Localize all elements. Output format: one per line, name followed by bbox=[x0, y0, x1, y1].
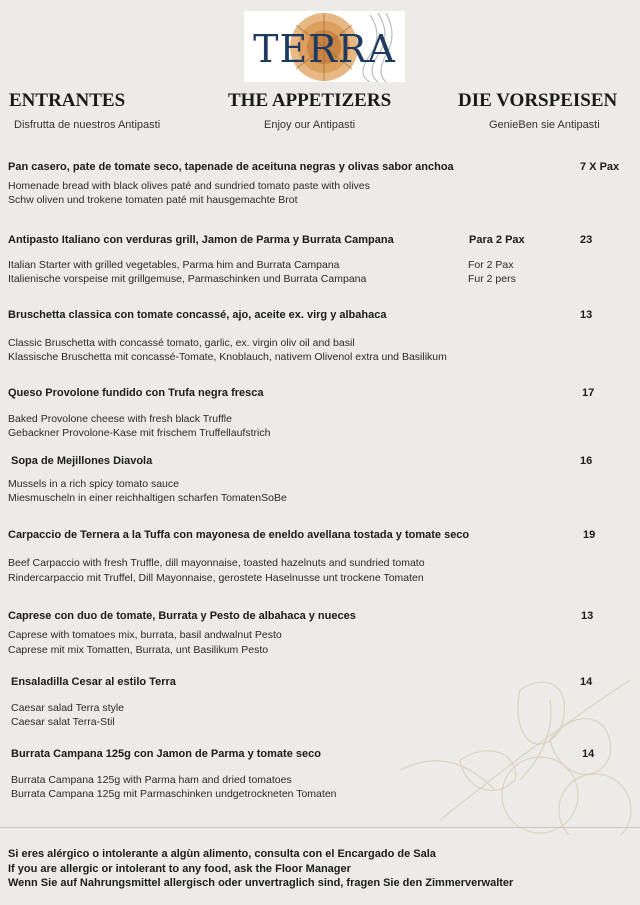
item-title: Caprese con duo de tomate, Burrata y Pesto de albahaca y nueces bbox=[8, 610, 356, 622]
item-description-de: Caprese mit mix Tomatten, Burrata, unt Basilikum Pesto bbox=[8, 644, 269, 656]
item-price: 19 bbox=[583, 529, 596, 541]
item-description-en: Homenade bread with black olives paté and sundried tomato paste with olives bbox=[8, 180, 370, 192]
subheading-appetizers: Enjoy our Antipasti bbox=[264, 119, 356, 131]
item-description-de: Miesmuscheln in einer reichhaltigen scharfen TomatenSoBe bbox=[8, 492, 287, 504]
item-price: 23 bbox=[580, 234, 593, 246]
heading-vorspeisen: DIE VORSPEISEN bbox=[458, 90, 618, 111]
item-title: Pan casero, pate de tomate seco, tapenade de aceituna negras y olivas sabor anchoa bbox=[8, 161, 454, 173]
item-title: Antipasto Italiano con verduras grill, Jamon de Parma y Burrata Campana bbox=[8, 234, 394, 246]
item-portion-en: For 2 Pax bbox=[468, 259, 514, 271]
brand-name: TERRA bbox=[253, 27, 396, 71]
botanical-illustration bbox=[400, 670, 640, 835]
item-title: Queso Provolone fundido con Trufa negra fresca bbox=[8, 387, 264, 399]
item-description-en: Beef Carpaccio with fresh Truffle, dill mayonnaise, toasted hazelnuts and sundried tomato bbox=[8, 557, 425, 569]
item-title: Burrata Campana 125g con Jamon de Parma y tomate seco bbox=[11, 748, 321, 760]
allergy-note-en: If you are allergic or intolerant to any food, ask the Floor Manager bbox=[8, 863, 351, 875]
item-description-en: Caesar salad Terra style bbox=[11, 702, 125, 714]
item-price: 14 bbox=[582, 748, 595, 760]
item-price: 7 X Pax bbox=[580, 161, 620, 173]
item-description-de: Caesar salat Terra-Stil bbox=[11, 716, 115, 728]
item-description-de: Rindercarpaccio mit Truffel, Dill Mayonnaise, gerostete Haselnusse unt trockene Tomaten bbox=[8, 572, 424, 584]
item-description-en: Mussels in a rich spicy tomato sauce bbox=[8, 478, 179, 490]
allergy-note-de: Wenn Sie auf Nahrungsmittel allergisch oder unvertraglich sind, fragen Sie den Zimmerverwalter bbox=[8, 877, 514, 889]
item-description-de: Italienische vorspeise mit grillgemuse, Parmaschinken und Burrata Campana bbox=[8, 273, 367, 285]
item-description-en: Baked Provolone cheese with fresh black Truffle bbox=[8, 413, 232, 425]
heading-entrantes: ENTRANTES bbox=[9, 90, 126, 111]
item-description-en: Italian Starter with grilled vegetables, Parma him and Burrata Campana bbox=[8, 259, 340, 271]
item-description-de: Klassische Bruschetta mit concassé-Tomate, Knoblauch, nativem Olivenol extra und Basilikum bbox=[8, 351, 447, 363]
subheading-entrantes: Disfrutta de nuestros Antipasti bbox=[14, 119, 161, 131]
item-description-de: Burrata Campana 125g mit Parmaschinken undgetrockneten Tomaten bbox=[11, 788, 337, 800]
item-title: Ensaladilla Cesar al estilo Terra bbox=[11, 676, 176, 688]
item-title: Carpaccio de Ternera a la Tuffa con mayonesa de eneldo avellana tostada y tomate seco bbox=[8, 529, 470, 541]
item-portion: Para 2 Pax bbox=[469, 234, 525, 246]
item-portion-de: Fur 2 pers bbox=[468, 273, 516, 285]
allergy-note-es: Si eres alérgico o intolerante a algùn alimento, consulta con el Encargado de Sala bbox=[8, 848, 436, 860]
item-description-de: Gebackner Provolone-Kase mit frischem Truffellaufstrich bbox=[8, 427, 271, 439]
item-description-de: Schw oliven und trokene tomaten paté mit hausgemachte Brot bbox=[8, 194, 298, 206]
item-price: 16 bbox=[580, 455, 593, 467]
item-title: Bruschetta classica con tomate concassé, ajo, aceite ex. virg y albahaca bbox=[8, 309, 387, 321]
item-title: Sopa de Mejillones Diavola bbox=[11, 455, 153, 467]
item-price: 14 bbox=[580, 676, 593, 688]
footer-divider bbox=[0, 827, 640, 828]
item-description-en: Classic Bruschetta with concassé tomato, garlic, ex. virgin oliv oil and basil bbox=[8, 337, 355, 349]
brand-logo bbox=[244, 11, 405, 82]
item-price: 13 bbox=[580, 309, 593, 321]
item-price: 13 bbox=[581, 610, 594, 622]
item-description-en: Caprese with tomatoes mix, burrata, basil andwalnut Pesto bbox=[8, 629, 282, 641]
subheading-vorspeisen: GenieBen sie Antipasti bbox=[489, 119, 600, 131]
item-description-en: Burrata Campana 125g with Parma ham and dried tomatoes bbox=[11, 774, 292, 786]
heading-appetizers: THE APPETIZERS bbox=[228, 90, 392, 111]
item-price: 17 bbox=[582, 387, 595, 399]
